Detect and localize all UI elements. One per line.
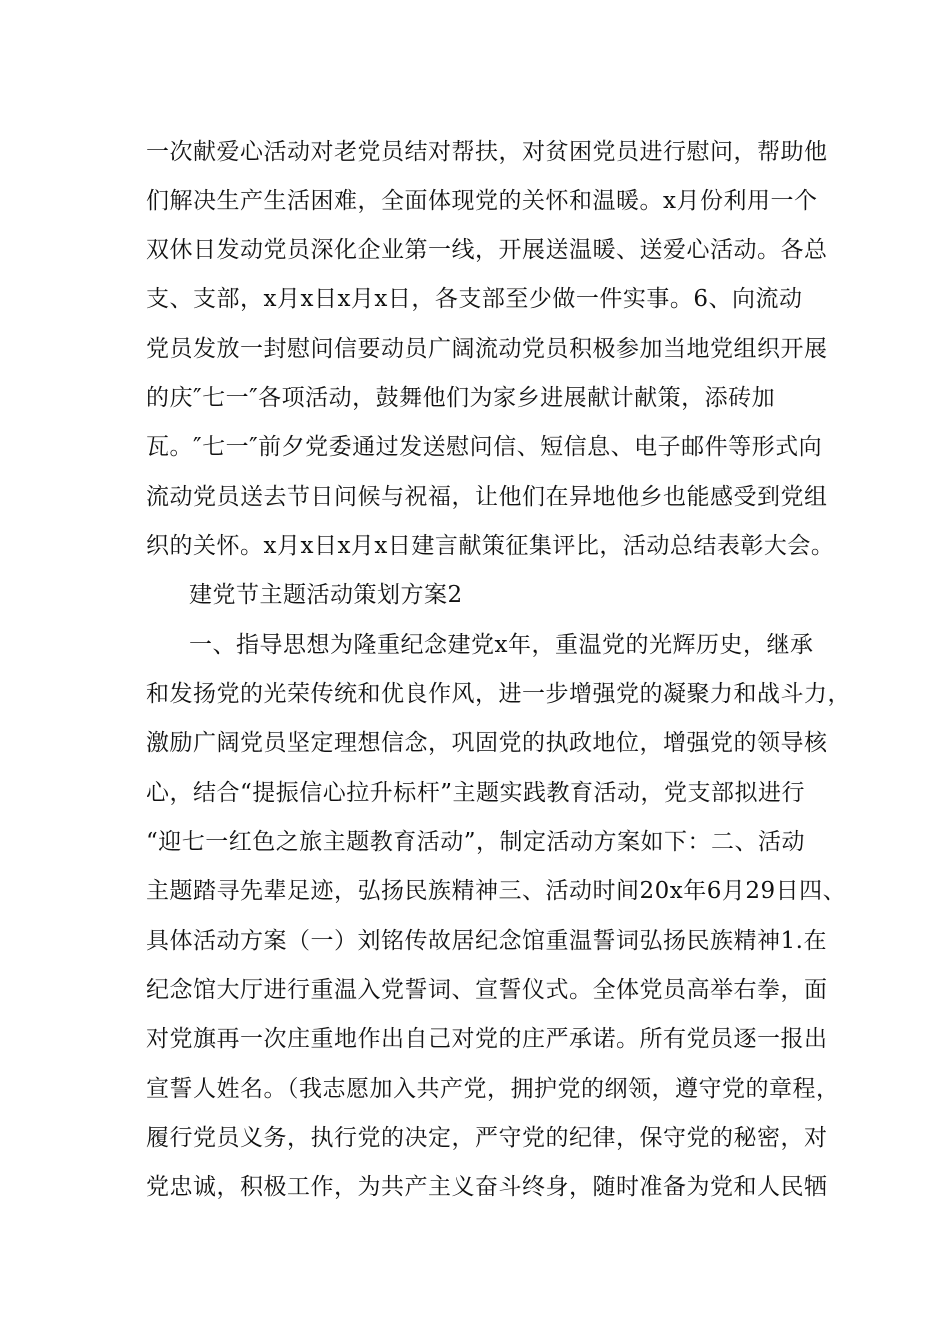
paragraph-line: 履行党员义务，执行党的决定，严守党的纪律，保守党的秘密，对 [146,1125,828,1151]
paragraph-line: 们解决生产生活困难，全面体现党的关怀和温暖。x月份利用一个 [146,188,818,214]
paragraph-line: 对党旗再一次庄重地作出自己对党的庄严承诺。所有党员逐一报出 [146,1026,828,1052]
paragraph-line: 织的关怀。x月x日x月x日建言献策征集评比，活动总结表彰大会。 [146,533,835,559]
paragraph-line: 双休日发动党员深化企业第一线，开展送温暖、送爱心活动。各总 [146,237,828,263]
paragraph-line: 党忠诚，积极工作，为共产主义奋斗终身，随时准备为党和人民牺 [146,1174,828,1200]
paragraph-line: 一次献爱心活动对老党员结对帮扶，对贫困党员进行慰问，帮助他 [146,139,828,165]
paragraph-line: 纪念馆大厅进行重温入党誓词、宣誓仪式。全体党员高举右拳，面 [146,977,828,1003]
paragraph-line: 党员发放一封慰问信要动员广阔流动党员积极参加当地党组织开展 [146,336,828,362]
paragraph-line: 宣誓人姓名。（我志愿加入共产党，拥护党的纲领，遵守党的章程， [146,1076,840,1102]
paragraph-line: 瓦。″七一″前夕党委通过发送慰问信、短信息、电子邮件等形式向 [146,434,823,460]
paragraph-line: 和发扬党的光荣传统和优良作风，进一步增强党的凝聚力和战斗力， [146,681,851,707]
paragraph-line: 支、支部，x月x日x月x日，各支部至少做一件实事。6、向流动 [146,286,803,312]
paragraph-line: 心，结合“提振信心拉升标杆”主题实践教育活动，党支部拟进行 [146,780,806,806]
section-heading: 建党节主题活动策划方案2 [189,582,463,608]
paragraph-line: 具体活动方案（一）刘铭传故居纪念馆重温誓词弘扬民族精神1.在 [146,928,827,954]
paragraph-line: 激励广阔党员坚定理想信念，巩固党的执政地位，增强党的领导核 [146,730,828,756]
paragraph-line: 的庆″七一″各项活动，鼓舞他们为家乡进展献计献策，添砖加 [146,385,776,411]
paragraph-line: “迎七一红色之旅主题教育活动”，制定活动方案如下：二、活动 [146,829,806,855]
paragraph-line: 一、指导思想为隆重纪念建党x年，重温党的光辉历史，继承 [189,632,814,658]
paragraph-line: 主题踏寻先辈足迹，弘扬民族精神三、活动时间20x年6月29日四、 [146,878,847,904]
paragraph-line: 流动党员送去节日问候与祝福，让他们在异地他乡也能感受到党组 [146,484,828,510]
